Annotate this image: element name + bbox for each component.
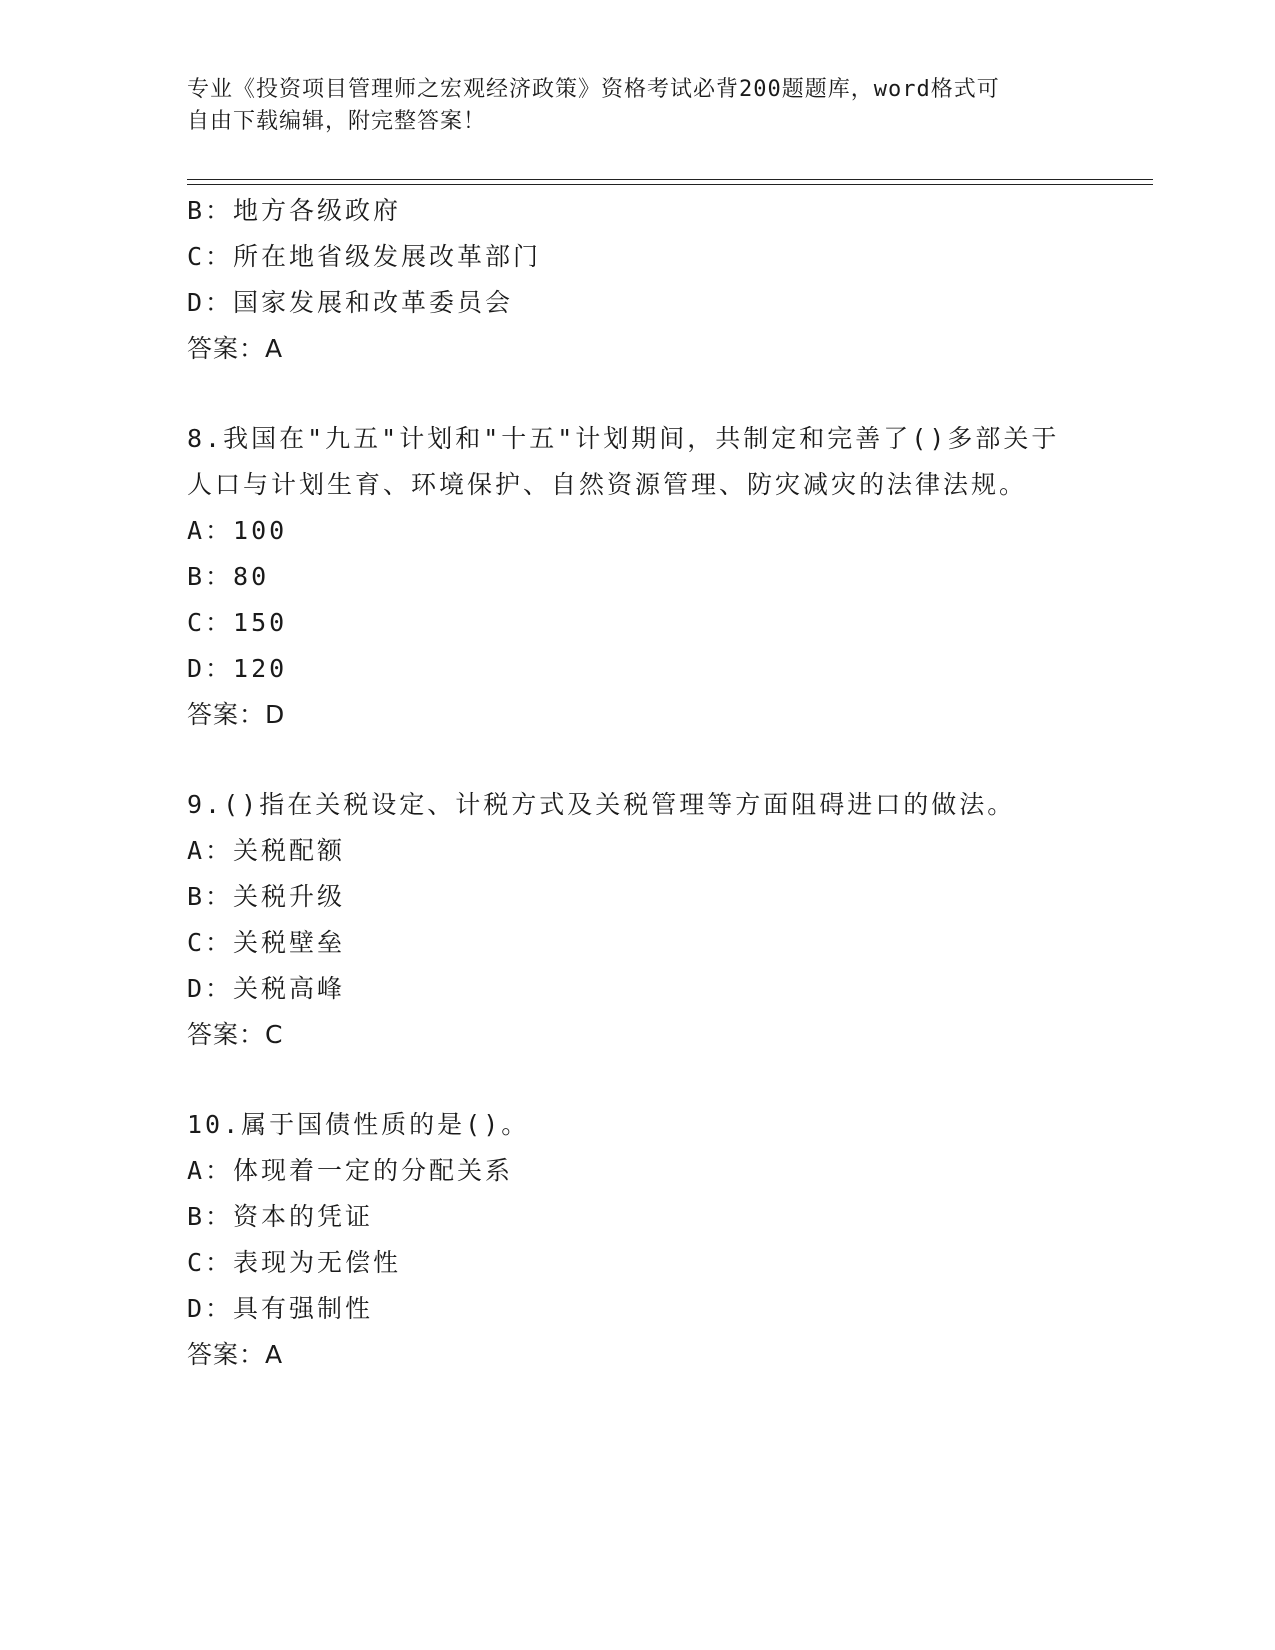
header-line-1: 专业《投资项目管理师之宏观经济政策》资格考试必背200题题库，word格式可 xyxy=(187,77,1000,102)
option-d: D：具有强制性 xyxy=(187,1294,374,1323)
header-line-2: 自由下载编辑，附完整答案！ xyxy=(187,109,487,134)
answer: 答案：C xyxy=(187,1020,284,1049)
question-list xyxy=(187,188,1147,1378)
header-divider-bottom xyxy=(187,184,1153,185)
question-10 xyxy=(187,1102,1147,1378)
question-9 xyxy=(187,782,1147,1058)
answer: 答案：A xyxy=(187,1340,284,1369)
question-7-fragment xyxy=(187,188,1147,372)
option-b: B：地方各级政府 xyxy=(187,196,402,225)
spacer xyxy=(187,738,1147,782)
spacer xyxy=(187,1058,1147,1102)
option-b: B：80 xyxy=(187,562,270,591)
answer: 答案：A xyxy=(187,334,284,363)
question-stem-line-1: 8.我国在"九五"计划和"十五"计划期间，共制定和完善了()多部关于 xyxy=(187,424,1060,453)
option-c: C：关税壁垒 xyxy=(187,928,346,957)
option-a: A：100 xyxy=(187,516,288,545)
option-b: B：资本的凭证 xyxy=(187,1202,374,1231)
option-c: C：表现为无偿性 xyxy=(187,1248,402,1277)
option-b: B：关税升级 xyxy=(187,882,346,911)
answer: 答案：D xyxy=(187,700,286,729)
option-a: A：体现着一定的分配关系 xyxy=(187,1156,514,1185)
option-c: C：所在地省级发展改革部门 xyxy=(187,242,542,271)
question-stem-line-1: 9.()指在关税设定、计税方式及关税管理等方面阻碍进口的做法。 xyxy=(187,790,1016,819)
option-d: D：120 xyxy=(187,654,288,683)
option-d: D：关税高峰 xyxy=(187,974,346,1003)
spacer xyxy=(187,372,1147,416)
option-a: A：关税配额 xyxy=(187,836,346,865)
header-divider-top xyxy=(187,179,1153,180)
question-8 xyxy=(187,416,1147,738)
option-c: C：150 xyxy=(187,608,288,637)
question-stem-line-1: 10.属于国债性质的是()。 xyxy=(187,1110,530,1139)
question-stem-line-2: 人口与计划生育、环境保护、自然资源管理、防灾减灾的法律法规。 xyxy=(187,470,1028,499)
document-header xyxy=(187,74,1087,138)
option-d: D：国家发展和改革委员会 xyxy=(187,288,514,317)
